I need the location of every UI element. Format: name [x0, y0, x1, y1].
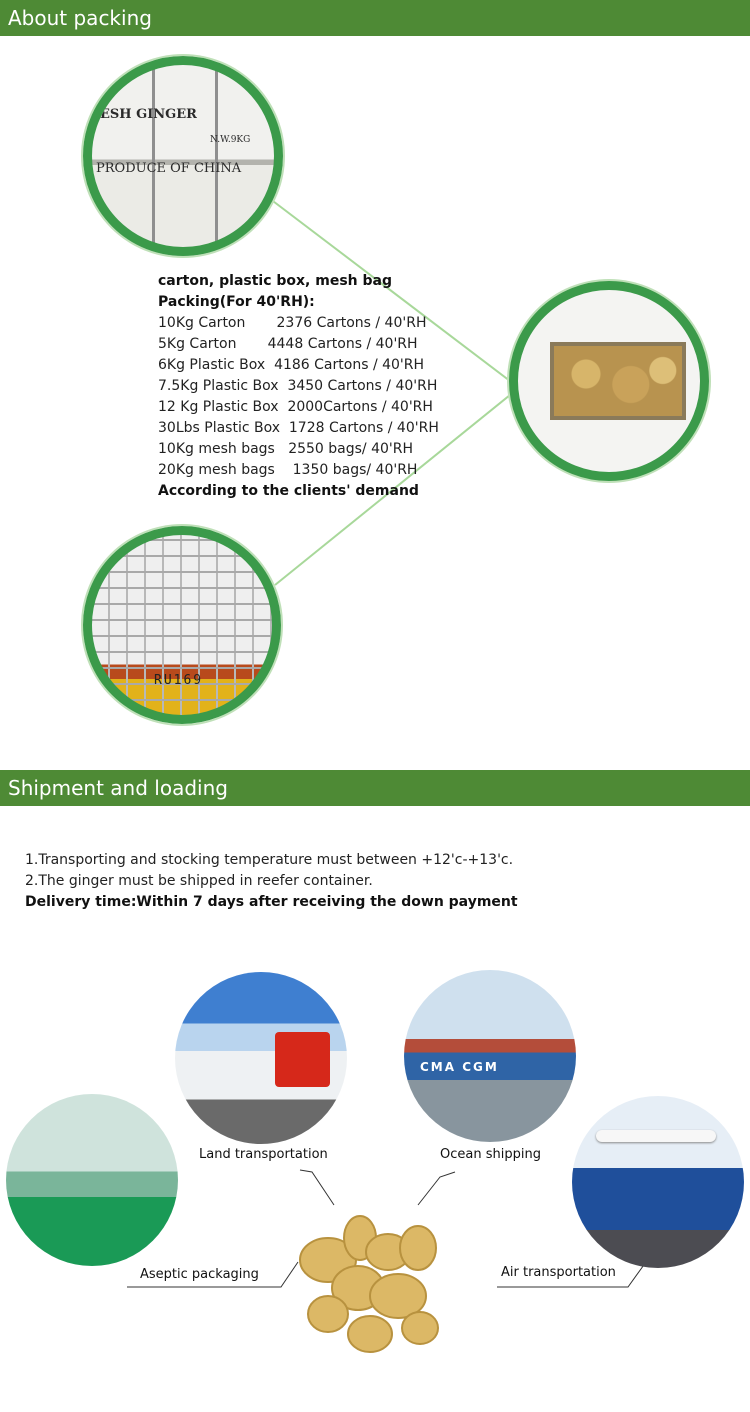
shipment-line-2: 2.The ginger must be shipped in reefer container.	[25, 873, 373, 889]
aseptic-packaging-photo	[6, 1094, 178, 1266]
label-land-transportation: Land transportation	[199, 1147, 328, 1162]
shipment-line-1: 1.Transporting and stocking temperature must between +12'c-+13'c.	[25, 852, 514, 868]
packing-row: 12 Kg Plastic Box 2000Cartons / 40'RH	[158, 399, 433, 415]
box-print-label: ESH GINGER	[100, 107, 197, 122]
packing-row: 30Lbs Plastic Box 1728 Cartons / 40'RH	[158, 420, 439, 436]
ginger-root-image	[288, 1210, 448, 1360]
section-title: Shipment and loading	[8, 776, 228, 800]
label-aseptic-packaging: Aseptic packaging	[140, 1267, 259, 1282]
truck-plate: RU169	[154, 673, 204, 688]
packing-row: 10Kg Carton 2376 Cartons / 40'RH	[158, 315, 427, 331]
packing-row: 20Kg mesh bags 1350 bags/ 40'RH	[158, 462, 418, 478]
air-transport-photo	[572, 1096, 744, 1268]
packing-subtitle: Packing(For 40'RH):	[158, 294, 315, 310]
packing-row: 6Kg Plastic Box 4186 Cartons / 40'RH	[158, 357, 425, 373]
ship-brand: CMA CGM	[420, 1060, 499, 1074]
box-print-label: N.W.9KG	[210, 135, 251, 145]
land-transport-photo	[175, 972, 347, 1144]
ocean-shipping-photo	[404, 970, 576, 1142]
section-title: About packing	[8, 6, 152, 30]
packing-row: 10Kg mesh bags 2550 bags/ 40'RH	[158, 441, 414, 457]
packing-footer: According to the clients' demand	[158, 483, 419, 499]
packing-row: 7.5Kg Plastic Box 3450 Cartons / 40'RH	[158, 378, 438, 394]
packing-intro: carton, plastic box, mesh bag	[158, 273, 392, 289]
packing-row: 5Kg Carton 4448 Cartons / 40'RH	[158, 336, 418, 352]
delivery-time: Delivery time:Within 7 days after receiving the down payment	[25, 894, 518, 910]
label-air-transportation: Air transportation	[501, 1265, 616, 1280]
truck-cab	[275, 1032, 330, 1087]
airplane-icon	[596, 1130, 716, 1142]
box-print-label: PRODUCE OF CHINA	[96, 161, 242, 176]
label-ocean-shipping: Ocean shipping	[440, 1147, 541, 1162]
